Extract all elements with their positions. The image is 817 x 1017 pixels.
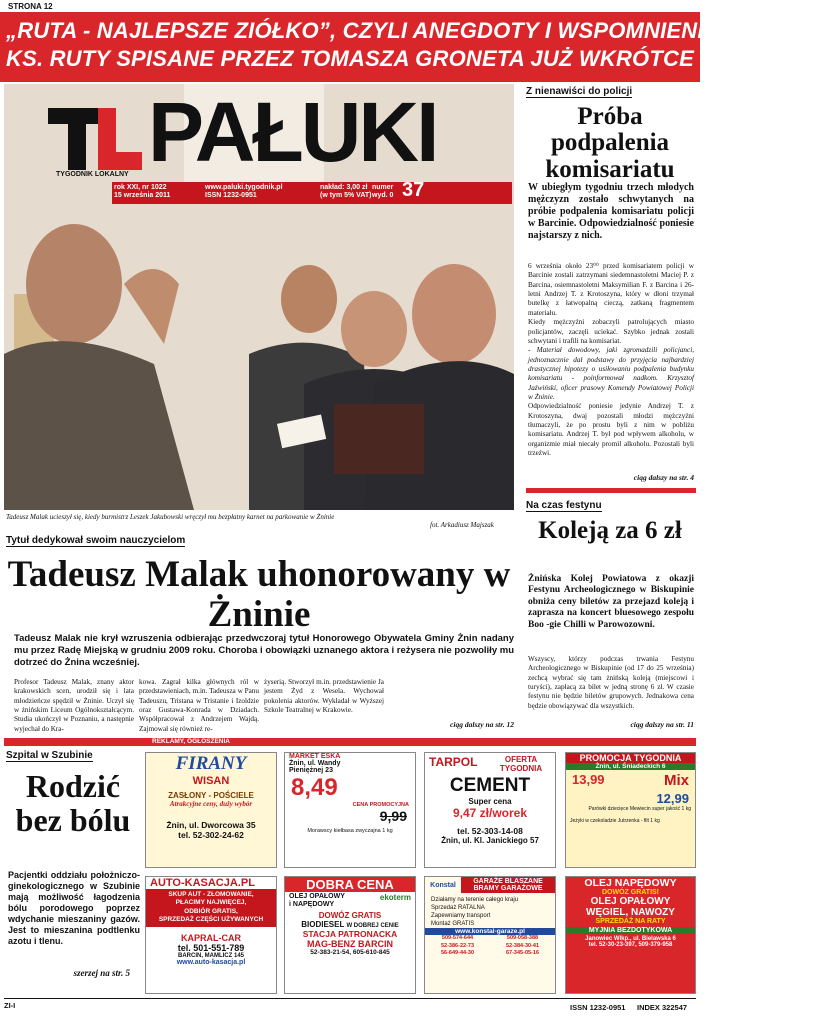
page-number: STRONA 12: [8, 2, 53, 11]
section-main: Tytuł dedykował swoim nauczycielom: [6, 535, 186, 546]
ad-eska[interactable]: MARKET ESKA Żnin, ul. Wandy Pieniężnej 23 8,49 CENA PROMOCYJNA 9,99 Morawscy kiełbasa zwyczajna 1 kg: [284, 752, 416, 868]
headline-train: Koleją za 6 zł: [538, 517, 682, 544]
body-hospital: Pacjentki oddziału położniczo-ginekologicznego w Szubinie mają możliwość łagodzenia bólu porodowego poprzez wdychanie mieszaniny gazów. Jest to mieszanina podtlenku azotu i tlenu.: [8, 870, 140, 946]
section-train: Na czas festynu: [526, 500, 602, 511]
photo-credit: fot. Arkadiusz Majszak: [430, 521, 494, 529]
ads-label: REKLAMY, OGŁOSZENIA: [152, 738, 231, 745]
ad-mix[interactable]: PROMOCJA TYGODNIA Żnin, ul. Śniadeckich 6 13,99 Mix 12,99 Parówki dziecięce Mewiecin super jakość 1 kg Jeżyki w czekoladzie Jutrzenka - filt 1 kg: [565, 752, 696, 868]
ad-dobracena[interactable]: DOBRA CENA OLEJ OPAŁOWY i NAPĘDOWY ekoterm DOWÓZ GRATIS BIODIESEL W DOBREJ CENIE STACJA PATRONACKA MAG-BENZ BARCIN 52-383-21-54, 605-610-845: [284, 876, 416, 994]
footer-issn: ISSN 1232-0951: [570, 1003, 626, 1012]
footer-rule: [4, 998, 696, 999]
headline-hospital: Rodzić bez bólu: [15, 768, 131, 838]
divider-red: [526, 488, 696, 493]
section-police: Z nienawiści do policji: [526, 86, 633, 97]
masthead-number: 37: [402, 179, 425, 201]
continued-main[interactable]: ciąg dalszy na str. 12: [450, 720, 514, 729]
main-col-3: żyserią. Stworzył m.in. przedstawienie Ja jestem Żyd z Wesela. Wychował pokolenia aktorów. Wykładał w Wyższej Szkole Teatralnej w Krakowie.: [264, 678, 384, 715]
ad-konstal[interactable]: Konstal GARAŻE BLASZANE BRAMY GARAŻOWE Działamy na terenie całego kraju Sprzedaż RATALNA Zapewniamy transport Montaż GRATIS www.konstal-garaze.pl 509-574-644 509-058-388 52-386-22-73 52-384-30-41 56-649-44-30 67-345-05-16: [424, 876, 556, 994]
footer-index: INDEX 322547: [637, 1003, 688, 1012]
main-col-1: Profesor Tadeusz Malak, znany aktor krakowskich scen, urodził się i lata młodzieńcze spędził w Żninie. Uczył się w żnińskim Liceum Ogólnokształcącym. Studia ukończył w Poznaniu, a następnie wyjechał do Kra-: [14, 678, 134, 733]
lead-train: Żnińska Kolej Powiatowa z okazji Festynu Archeologicznego w Biskupinie obniża ceny biletów za przejazd koleją i zaprasza na koncert bluesowego zespołu Boo -gie Chilli w Parowozowni.: [528, 574, 694, 630]
continued-hospital[interactable]: szerzej na str. 5: [73, 968, 130, 978]
photo-caption: Tadeusz Malak ucieszył się, kiedy burmistrz Leszek Jakubowski wręczył mu bezpłatny karnet na parkowanie w Żninie: [6, 513, 335, 521]
masthead-web: www.paluki.tygodnik.pl ISSN 1232-0951: [205, 184, 283, 200]
masthead-subtitle: TYGODNIK LOKALNY: [56, 171, 129, 178]
headline-main: Tadeusz Malak uhonorowany w Żninie: [7, 554, 511, 635]
masthead-number-label: numer wyd. 0: [372, 184, 394, 200]
continued-train[interactable]: ciąg dalszy na str. 11: [630, 720, 694, 729]
masthead-price: nakład: 3,00 zł (w tym 5% VAT): [320, 184, 372, 200]
ads-bar: [4, 738, 696, 746]
ad-tarpol[interactable]: TARPOL OFERTA TYGODNIA CEMENT Super cena 9,47 zł/worek tel. 52-303-14-08 Żnin, ul. Kl. Janickiego 57: [424, 752, 556, 868]
footer-code: ZI-I: [4, 1001, 16, 1010]
masthead-info-bar: [112, 179, 512, 204]
body-train: Wszyscy, którzy podczas trwania Festynu Archeologicznego w Biskupinie (od 17 do 25 września) zechcą wybrać się tam żnińską koleją (miejscowi i turyści), zapłacą za bilet w jedną stronę 6 zł. W czasie festynu nie będzie biletów grupowych. Jednakowa cena będzie obowiązywać dla wszystkich.: [528, 655, 694, 710]
lead-main: Tadeusz Malak nie krył wzruszenia odbierając przedwczoraj tytuł Honorowego Obywatela Gminy Żnin nadany mu przez Radę Miejską w grudniu 2009 roku. Choroba i obowiązki uznanego aktora i reżysera nie pozwoliły mu dotrzeć do Żnina wcześniej.: [14, 633, 514, 668]
headline-police: Próba podpalenia komisariatu: [545, 103, 675, 183]
main-col-2: kowa. Zagrał kilka głównych ról w przedstawieniach, m.in. Tadeusza w Panu Tadeuszu, Tristana w Tristanie i Izoldzie oraz Gustawa-Konrada w Dziadach. Współpracował z Andrzejem Wajdą. Zajmował się również re-: [139, 678, 259, 733]
banner-line-2: KS. RUTY SPISANE PRZEZ TOMASZA GRONETA JUŻ WKRÓTCE NA RYNKU: [6, 46, 817, 71]
ad-autokasacja[interactable]: AUTO-KASACJA.PL SKUP AUT - ZŁOMOWANIE, PŁACIMY NAJWIĘCEJ, ODBIÓR GRATIS, SPRZEDAŻ CZĘŚCI UŻYWANYCH KAPRAL-CAR tel. 501-551-789 BARCIN, MAMLICZ 145 www.auto-kasacja.pl: [145, 876, 277, 994]
masthead-issue: rok XXI, nr 1022 15 września 2011: [114, 184, 171, 200]
ad-firany[interactable]: FIRANY WISAN ZASŁONY - POŚCIELE Atrakcyjne ceny, duży wybór Żnin, ul. Dworcowa 35 tel. 52-302-24-62: [145, 752, 277, 868]
banner-line-1: „RUTA - NAJLEPSZE ZIÓŁKO”, CZYLI ANEGDOTY I WSPOMNIENIA: [6, 18, 720, 43]
ad-olej[interactable]: OLEJ NAPĘDOWY DOWÓZ GRATIS! OLEJ OPAŁOWY WĘGIEL, NAWOZY SPRZEDAŻ NA RATY MYJNIA BEZDOTYKOWA Janowiec Wlkp., ul. Bielawska 6 tel. 52-30-23-397, 509-379-958: [565, 876, 696, 994]
lead-police: W ubiegłym tygodniu trzech młodych mężczyzn zostało schwytanych na próbie podpalenia komisariatu policji w Barcinie. Odpowiedzialność poniesie najstarszy z nich.: [528, 182, 694, 241]
body-police: 6 września około 23⁰⁰ przed komisariatem policji w Barcinie zostali zatrzymani siedemnastoletni Maciej P. z Barcina, osiemnastoletni Maksymilian F. z Barcina i 26-letni Andrzej T. z Krotoszyna, który w dłoni trzymał butelkę z łatwopalną cieczą, zatkaną fragmentem materiału. Kiedy mężczyźni zobaczyli patrolujących miasto policjantów, zaczęli uciekać. Szybko jednak zostali schwytani i trafili na komisariat. - Materiał dowodowy, jaki zgromadzili policjanci, jednoznacznie dał podstawy do przyjęcia najbardziej drastycznej hipotezy o usiłowaniu podpalenia budynku komisariatu - poinformował nadkom. Krzysztof Jaźwiński, oficer prasowy Komendy Powiatowej Policji w Żninie. Odpowiedzialność poniesie jedynie Andrzej T. z Krotoszyna, dwaj pozostali młodzi mężczyźni tłumaczyli, że po prostu byli z nim w pobliżu komisariatu. Andrzej T. był pod wpływem alkoholu, w organizmie miał niecały promil alkoholu. Pozostali byli trzeźwi.: [528, 262, 694, 458]
section-hospital: Szpital w Szubinie: [6, 750, 93, 761]
continued-police[interactable]: ciąg dalszy na str. 4: [633, 473, 694, 482]
logo-tl-icon: [48, 100, 143, 178]
masthead-logo: PAŁUKI: [148, 85, 437, 179]
